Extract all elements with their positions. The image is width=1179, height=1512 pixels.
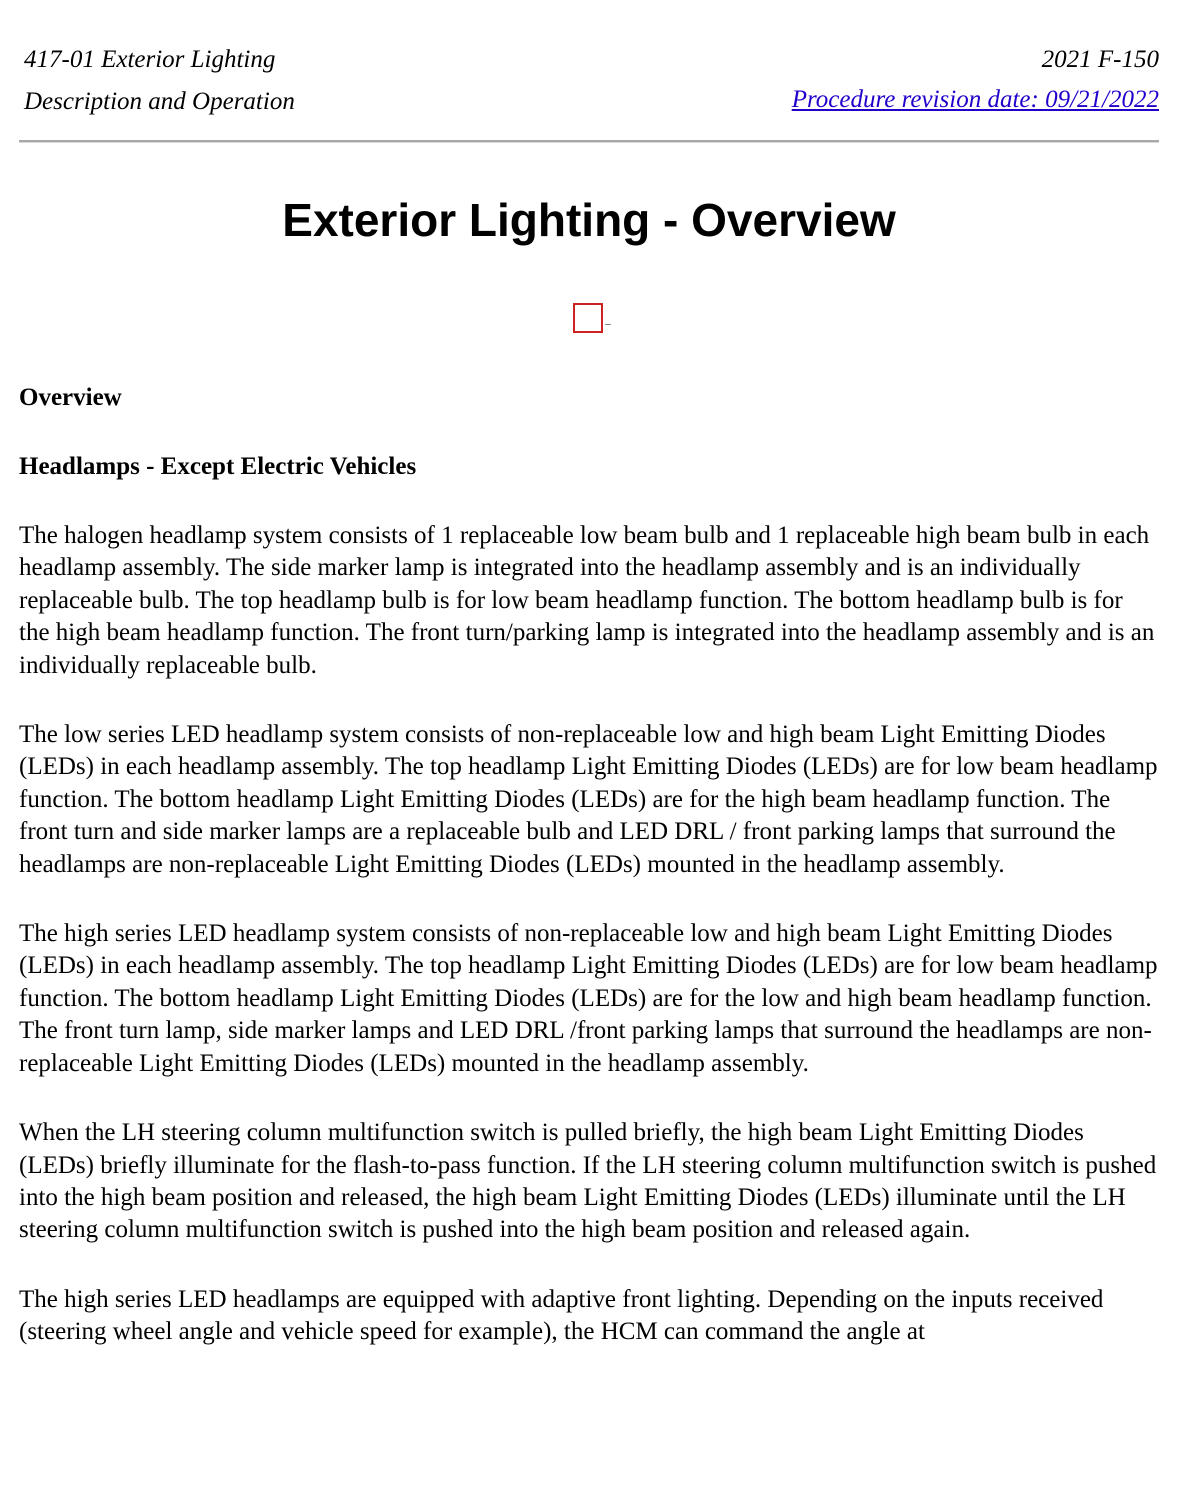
page-title: Exterior Lighting - Overview bbox=[282, 194, 896, 246]
revision-date-link[interactable]: Procedure revision date: 09/21/2022 bbox=[791, 86, 1159, 113]
paragraph-low-series-led: The low series LED headlamp system consists of non-replaceable low and high beam Light Emitting Diodes (LEDs) in each headlamp assembly. The top headlamp Light Emitting Diodes (LEDs) are for low beam headlamp function. The bottom headlamp Light Emitting Diodes (LEDs) are for the high beam headlamp function. The front turn and side marker lamps are a replaceable bulb and LED DRL / front parking lamps that surround the headlamps are non-replaceable Light Emitting Diodes (LEDs) mounted in the headlamp assembly. bbox=[19, 721, 1158, 878]
header-section-title: 417-01 Exterior Lighting bbox=[24, 46, 276, 73]
page-header bbox=[19, 0, 1159, 128]
overview-heading: Overview bbox=[19, 384, 122, 411]
header-vehicle-model: 2021 F-150 bbox=[1041, 46, 1159, 73]
article-body bbox=[19, 382, 1159, 1386]
headlamps-heading: Headlamps - Except Electric Vehicles bbox=[19, 453, 417, 480]
paragraph-flash-to-pass: When the LH steering column multifunction switch is pulled briefly, the high beam Light Emitting Diodes (LEDs) briefly illuminate for the flash-to-pass function. If the LH steering column multifunction switch is pushed into the high beam position and released, the high beam Light Emitting Diodes (LEDs) illuminate until the LH steering column multifunction switch is pushed into the high beam position and released again. bbox=[19, 1119, 1157, 1244]
paragraph-high-series-led: The high series LED headlamp system consists of non-replaceable low and high beam Light Emitting Diodes (LEDs) in each headlamp assembly. The top headlamp Light Emitting Diodes (LEDs) are for low beam headlamp function. The bottom headlamp Light Emitting Diodes (LEDs) are for the low and high beam headlamp function. The front turn lamp, side marker lamps and LED DRL /front parking lamps that surround the headlamps are non-replaceable Light Emitting Diodes (LEDs) mounted in the headlamp assembly. bbox=[19, 920, 1158, 1077]
header-document-type: Description and Operation bbox=[24, 88, 295, 115]
image-link-underline bbox=[605, 324, 611, 325]
document-page bbox=[19, 0, 1159, 1346]
paragraph-adaptive-lighting: The high series LED headlamps are equipped with adaptive front lighting. Depending on the inputs received (steering wheel angle and vehicle speed for example), the HCM can command the angle at bbox=[19, 1285, 1104, 1346]
broken-image-icon[interactable] bbox=[573, 303, 603, 333]
paragraph-halogen: The halogen headlamp system consists of 1 replaceable low beam bulb and 1 replaceable high beam bulb in each headlamp assembly. The side marker lamp is integrated into the headlamp assembly and is an individually replaceable bulb. The top headlamp bulb is for low beam headlamp function. The bottom headlamp bulb is for the high beam headlamp function. The front turn/parking lamp is integrated into the headlamp assembly and is an individually replaceable bulb. bbox=[19, 522, 1155, 679]
header-divider bbox=[19, 140, 1159, 143]
